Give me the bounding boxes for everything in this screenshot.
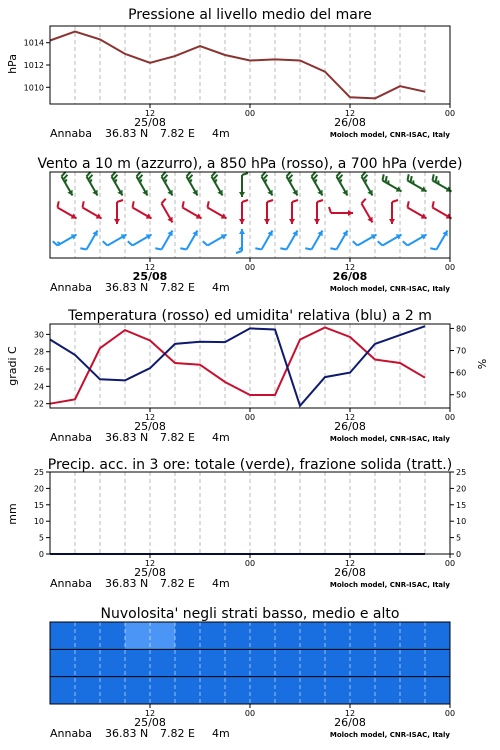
temp-ylabel: gradi C [6,346,19,386]
pressure-xticks [134,104,455,129]
wind-barbs [53,172,452,253]
wind-barb [82,201,101,218]
location-elev: 4m [212,281,230,294]
wind-barb [329,207,353,216]
x-date-label: 25/08 [134,420,166,433]
pressure-series [50,32,425,99]
wind-barb [289,200,298,224]
wind-barb [57,201,76,218]
temp-humidity-panel [6,308,489,444]
cloud-cell [50,649,75,676]
cloud-cell [75,677,100,704]
x-date-label: 25/08 [134,716,166,729]
location-elev: 4m [212,127,230,140]
pressure-ytick-label: 1014 [23,38,44,48]
temperature-line [50,328,425,404]
wind-barb-feather [207,201,208,207]
wind-barb-feather [65,179,67,182]
model-credit: Moloch model, CNR-ISAC, Italy [329,435,450,443]
precip-right-yticks [450,468,466,559]
temp-title: Temperatura (rosso) ed umidita' relativa (blu) a 2 m [68,308,432,324]
location-lon: 7.82 E [160,431,195,444]
precip-panel [6,457,466,590]
x-hour-label: 12 [144,109,156,118]
wind-barb-feather [386,176,387,182]
model-credit: Moloch model, CNR-ISAC, Italy [329,131,450,139]
cloud-cell [350,649,375,676]
wind-barb [362,172,373,196]
wind-barb-feather [403,241,408,245]
wind-barb [80,230,97,249]
pressure-ylabel: hPa [6,54,19,74]
wind-barb-feather [330,248,336,249]
x-hour-label: 00 [444,559,456,568]
wind-barb-feather [180,248,186,249]
wind-panel [37,156,462,294]
wind-barb-feather [57,201,58,207]
wind-barb [353,234,377,245]
precip-title: Precip. acc. in 3 ore: totale (verde), frazione solida (tratt.) [47,457,453,473]
location-name: Annaba [50,281,92,294]
wind-barb [212,172,223,196]
wind-barb [389,200,398,224]
wind-barb-feather [290,179,292,182]
wind-barb [305,230,322,249]
wind-barb-feather [353,241,358,245]
precip-ytick-label: 15 [33,500,44,510]
wind-barb-feather [82,201,83,207]
cloud-cell [325,677,350,704]
wind-barb-feather [392,200,398,202]
x-date-label: 26/08 [334,566,366,579]
humidity-yticks [450,324,466,399]
wind-barb [280,230,297,249]
pressure-grid [75,26,425,104]
wind-barb-feather [305,248,311,249]
cloud-cell [225,649,250,676]
wind-barb-feather [190,179,192,182]
cloud-cell [125,622,150,649]
wind-barb-head [314,219,320,224]
wind-barb [239,200,248,224]
wind-barb-feather [329,207,331,213]
wind-barb [236,229,245,253]
wind-barb-feather [317,200,323,202]
wind-title: Vento a 10 m (azzurro), a 850 hPa (rosso), a 700 hPa (verde) [37,156,463,172]
wind-barb-feather [213,175,217,180]
pressure-ytick-label: 1010 [23,83,44,93]
precip-right-ytick-label: 15 [456,500,467,510]
wind-barb [264,200,273,224]
humidity-ytick-label: 50 [456,390,467,400]
cloud-cell [200,677,225,704]
x-date-label: 26/08 [334,116,366,129]
precip-yticks [34,468,50,559]
wind-barb-feather [115,179,117,182]
wind-barb [128,234,152,245]
wind-barb-feather [436,176,437,182]
x-hour-label: 12 [344,559,356,568]
wind-barb [330,230,347,249]
wind-barb-feather [338,175,342,180]
wind-barb-head [289,219,295,224]
wind-barb-feather [263,175,267,180]
cloud-cell [50,622,75,649]
cloud-cell [175,677,200,704]
wind-barb [203,234,227,245]
cloud-cell [350,622,375,649]
wind-barb-head [239,229,245,234]
cloud-cell [125,677,150,704]
x-hour-label: 12 [344,413,356,422]
precip-ylabel: mm [6,503,19,525]
x-hour-label: 12 [144,709,156,718]
wind-barb [162,199,173,223]
cloud-cell [175,649,200,676]
wind-barb-feather [53,241,58,245]
precip-info-line [50,577,450,590]
wind-barb-feather [162,199,166,204]
wind-barb-feather [165,179,167,182]
x-hour-label: 00 [444,709,456,718]
cloud-cell [250,622,275,649]
wind-info-line [50,281,450,294]
wind-barb [432,201,451,218]
cloud-title: Nuvolosita' negli strati basso, medio e alto [100,606,400,622]
precip-ytick-label: 10 [33,517,44,527]
location-name: Annaba [50,431,92,444]
cloud-cell [225,677,250,704]
wind-barb [430,230,447,249]
wind-barb-feather [90,179,92,182]
x-hour-label: 00 [244,709,256,718]
wind-barb-feather [362,199,366,204]
cloud-cell [300,622,325,649]
cloud-cell [75,622,100,649]
location-lat: 36.83 N [105,431,149,444]
cloud-cell [275,649,300,676]
x-date-label: 26/08 [334,716,366,729]
wind-barb-feather [140,179,142,182]
cloud-cell [150,622,175,649]
precip-right-ytick-label: 20 [456,484,467,494]
cloud-cell [375,649,400,676]
cloud-cell [150,649,175,676]
wind-barb-feather [117,200,123,202]
wind-barb [262,172,273,196]
cloud-cell [325,649,350,676]
wind-barb [207,201,226,218]
wind-barb [432,174,451,191]
wind-xticks [133,258,455,283]
precip-right-ytick-label: 0 [456,550,462,559]
x-hour-label: 00 [244,263,256,272]
wind-barb-head [239,219,245,224]
precip-grid [75,472,425,554]
wind-barb-feather [113,175,117,180]
wind-barb-feather [378,241,383,245]
wind-barb-feather [430,248,436,249]
cloud-cell [300,677,325,704]
cloud-cell [275,677,300,704]
wind-barb [362,199,373,223]
x-date-label: 26/08 [332,270,368,283]
wind-barb-feather [432,201,433,207]
humidity-line [50,326,425,406]
precip-frame [50,472,450,554]
x-hour-label: 12 [344,709,356,718]
cloud-cells [50,622,450,704]
humidity-ylabel: % [476,358,489,370]
wind-barb-feather [340,179,342,182]
wind-barb-feather [432,174,433,180]
humidity-ytick-label: 70 [456,346,467,356]
temp-ytick-label: 30 [33,330,44,340]
cloud-info-line [50,727,450,740]
cloud-cell [325,622,350,649]
x-hour-label: 00 [444,109,456,118]
wind-barb-feather [407,201,408,207]
wind-barb [407,201,426,218]
wind-barb-feather [411,176,412,182]
wind-barb [137,172,148,196]
wind-barb-feather [382,174,383,180]
wind-barb [112,172,123,196]
wind-barb [407,174,426,191]
wind-barb [155,230,172,249]
wind-barb-feather [236,251,242,253]
cloud-cell [350,677,375,704]
pressure-yticks [24,39,50,93]
x-hour-label: 12 [144,413,156,422]
location-elev: 4m [212,727,230,740]
pressure-panel [6,7,455,140]
location-lon: 7.82 E [160,577,195,590]
wind-barb-head [264,219,270,224]
wind-barb [180,230,197,249]
wind-barb-feather [103,241,108,245]
wind-barb [314,200,323,224]
cloud-cell [200,622,225,649]
location-lat: 36.83 N [105,727,149,740]
temp-xticks [134,408,455,433]
cloud-cell [250,677,275,704]
wind-barb-feather [155,248,161,249]
cloud-cell [375,622,400,649]
model-credit: Moloch model, CNR-ISAC, Italy [329,731,450,739]
cloud-cell [125,649,150,676]
wind-barb-feather [267,200,273,202]
cloud-xticks [134,704,455,729]
humidity-ytick-label: 80 [456,324,467,334]
temp-humidity-series [50,326,425,406]
wind-barb [255,230,272,249]
x-hour-label: 00 [444,413,456,422]
x-hour-label: 12 [344,263,356,272]
wind-barb-feather [132,201,133,207]
precip-ytick-label: 20 [33,484,44,494]
wind-barb [182,201,201,218]
wind-barb-feather [188,175,192,180]
wind-barb [312,172,323,196]
wind-barb [53,234,77,245]
wind-barb-feather [57,242,60,244]
wind-barb-feather [203,241,208,245]
wind-barb-feather [63,175,67,180]
precip-right-ytick-label: 10 [456,517,467,527]
pressure-line [50,32,425,99]
cloud-cell [250,649,275,676]
wind-barb [403,234,427,245]
wind-barb [132,201,151,218]
x-hour-label: 12 [344,109,356,118]
wind-barb-feather [265,179,267,182]
cloud-cell [300,649,325,676]
wind-barb-feather [242,200,248,202]
location-elev: 4m [212,431,230,444]
wind-barb-feather [292,200,298,202]
wind-barb-head [389,219,395,224]
x-hour-label: 00 [244,559,256,568]
location-name: Annaba [50,727,92,740]
location-lat: 36.83 N [105,577,149,590]
cloud-cell [50,677,75,704]
wind-barb-feather [288,175,292,180]
pressure-title: Pressione al livello medio del mare [128,7,372,23]
wind-barb-feather [407,174,408,180]
wind-barb-feather [215,179,217,182]
wind-barb-feather [255,248,261,249]
precip-right-ytick-label: 25 [456,468,467,477]
temp-yticks [34,330,50,408]
temp-ytick-label: 26 [33,365,44,375]
wind-barb-feather [182,201,183,207]
x-date-label: 25/08 [132,270,168,283]
wind-barb-feather [365,179,367,182]
precip-xticks [134,554,455,579]
location-elev: 4m [212,577,230,590]
temp-info-line [50,431,450,444]
temp-ytick-label: 24 [33,382,44,392]
wind-barb-feather [138,175,142,180]
cloud-cell [75,649,100,676]
x-hour-label: 00 [444,263,456,272]
wind-barb [378,234,402,245]
cloud-cell [100,622,125,649]
wind-barb [162,172,173,196]
cloud-cell [275,622,300,649]
wind-barb-feather [128,241,133,245]
wind-barb-feather [163,175,167,180]
precip-ytick-label: 0 [38,550,44,559]
cloud-cell [375,677,400,704]
x-hour-label: 12 [144,559,156,568]
wind-barb [62,172,73,196]
x-hour-label: 12 [144,263,156,272]
x-hour-label: 00 [244,109,256,118]
location-lon: 7.82 E [160,127,195,140]
precip-ytick-label: 25 [33,468,44,477]
x-hour-label: 00 [244,413,256,422]
wind-barb-feather [363,175,367,180]
wind-barb-head [239,192,245,197]
cloud-panel [50,606,455,740]
wind-barb-feather [80,248,86,249]
humidity-ytick-label: 60 [456,368,467,378]
cloud-cell [100,649,125,676]
wind-barb [337,172,348,196]
wind-barb-feather [313,175,317,180]
wind-barb [382,174,401,191]
location-name: Annaba [50,577,92,590]
x-date-label: 26/08 [334,420,366,433]
wind-barb [287,172,298,196]
pressure-ytick-label: 1012 [23,61,44,70]
wind-barb [187,172,198,196]
location-lon: 7.82 E [160,727,195,740]
wind-barb-feather [280,248,286,249]
x-date-label: 25/08 [134,116,166,129]
precip-right-ytick-label: 5 [456,533,462,543]
cloud-cell [175,622,200,649]
x-date-label: 25/08 [134,566,166,579]
wind-barb-feather [88,175,92,180]
wind-barb [239,173,248,197]
wind-barb-head [114,219,120,224]
model-credit: Moloch model, CNR-ISAC, Italy [329,285,450,293]
temp-ytick-label: 22 [33,399,44,409]
location-lat: 36.83 N [105,281,149,294]
wind-barb [103,234,127,245]
location-lon: 7.82 E [160,281,195,294]
cloud-cell [150,677,175,704]
model-credit: Moloch model, CNR-ISAC, Italy [329,581,450,589]
location-name: Annaba [50,127,92,140]
pressure-info-line [50,127,450,140]
wind-barb [87,172,98,196]
wind-barb-feather [242,173,248,175]
wind-barb-feather [315,179,317,182]
wind-barb [114,200,123,224]
wind-grid [75,172,425,258]
precip-ytick-label: 5 [38,533,44,543]
cloud-cell [100,677,125,704]
cloud-cell [200,649,225,676]
temp-ytick-label: 28 [33,347,44,357]
location-lat: 36.83 N [105,127,149,140]
cloud-cell [225,622,250,649]
